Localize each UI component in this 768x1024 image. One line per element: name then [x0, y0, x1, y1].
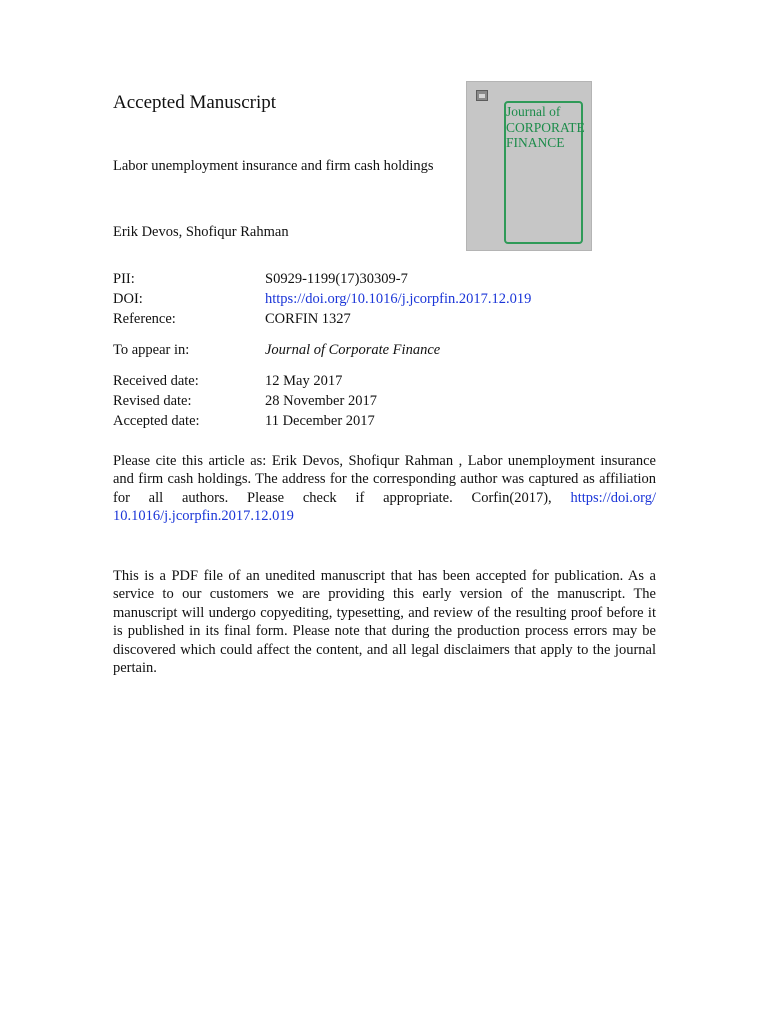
meta-row-pii	[113, 269, 673, 289]
cover-line-2: CORPORATE	[506, 119, 585, 135]
meta-row-reference	[113, 309, 673, 329]
cover-line-3: FINANCE	[506, 135, 565, 150]
citation-text: Please cite this article as: Erik Devos, Shofiqur Rahman , Labor unemployment insurance and firm cash holdings. The address for the corresponding author was captured as affiliation for all authors. Please check if appropriate. Corfin(2017),	[113, 453, 656, 506]
pii-value: S0929-1199(17)30309-7	[265, 271, 408, 287]
page-heading: Accepted Manuscript	[113, 92, 277, 113]
received-label: Received date:	[113, 373, 199, 389]
pii-label: PII:	[113, 271, 135, 287]
accepted-value: 11 December 2017	[265, 413, 375, 429]
doi-label: DOI:	[113, 291, 143, 307]
accepted-label: Accepted date:	[113, 413, 200, 429]
meta-row-accepted	[113, 411, 673, 431]
reference-value: CORFIN 1327	[265, 311, 351, 327]
meta-row-appear	[113, 340, 673, 360]
revised-value: 28 November 2017	[265, 393, 377, 409]
disclaimer-paragraph: This is a PDF file of an unedited manuscript that has been accepted for publication. As a service to our customers we are providing this early version of the manuscript. The manuscript will undergo copyediting, typesetting, and review of the resulting proof before it is published in its final form. Please note that during the production process errors may be discovered which could affect the content, and all legal disclaimers that apply to the journal pertain.	[113, 568, 656, 677]
appear-label: To appear in:	[113, 342, 190, 358]
doi-link[interactable]: https://doi.org/10.1016/j.jcorpfin.2017.12.019	[265, 291, 532, 307]
meta-row-doi	[113, 289, 673, 309]
meta-row-received	[113, 371, 673, 391]
journal-name: Journal of Corporate Finance	[265, 342, 441, 358]
cover-line-1: Journal of	[506, 104, 561, 119]
author-list: Erik Devos, Shofiqur Rahman	[113, 224, 289, 240]
journal-cover-image	[466, 81, 592, 251]
publisher-logo-icon	[476, 90, 488, 101]
citation-doi-link[interactable]: https://doi.org/ 10.1016/j.jcorpfin.2017.12.019	[113, 489, 656, 525]
article-title: Labor unemployment insurance and firm cash holdings	[113, 158, 434, 174]
received-value: 12 May 2017	[265, 373, 343, 389]
cover-journal-name	[506, 104, 586, 151]
meta-row-revised	[113, 391, 673, 411]
citation-paragraph	[113, 452, 656, 526]
revised-label: Revised date:	[113, 393, 192, 409]
reference-label: Reference:	[113, 311, 176, 327]
